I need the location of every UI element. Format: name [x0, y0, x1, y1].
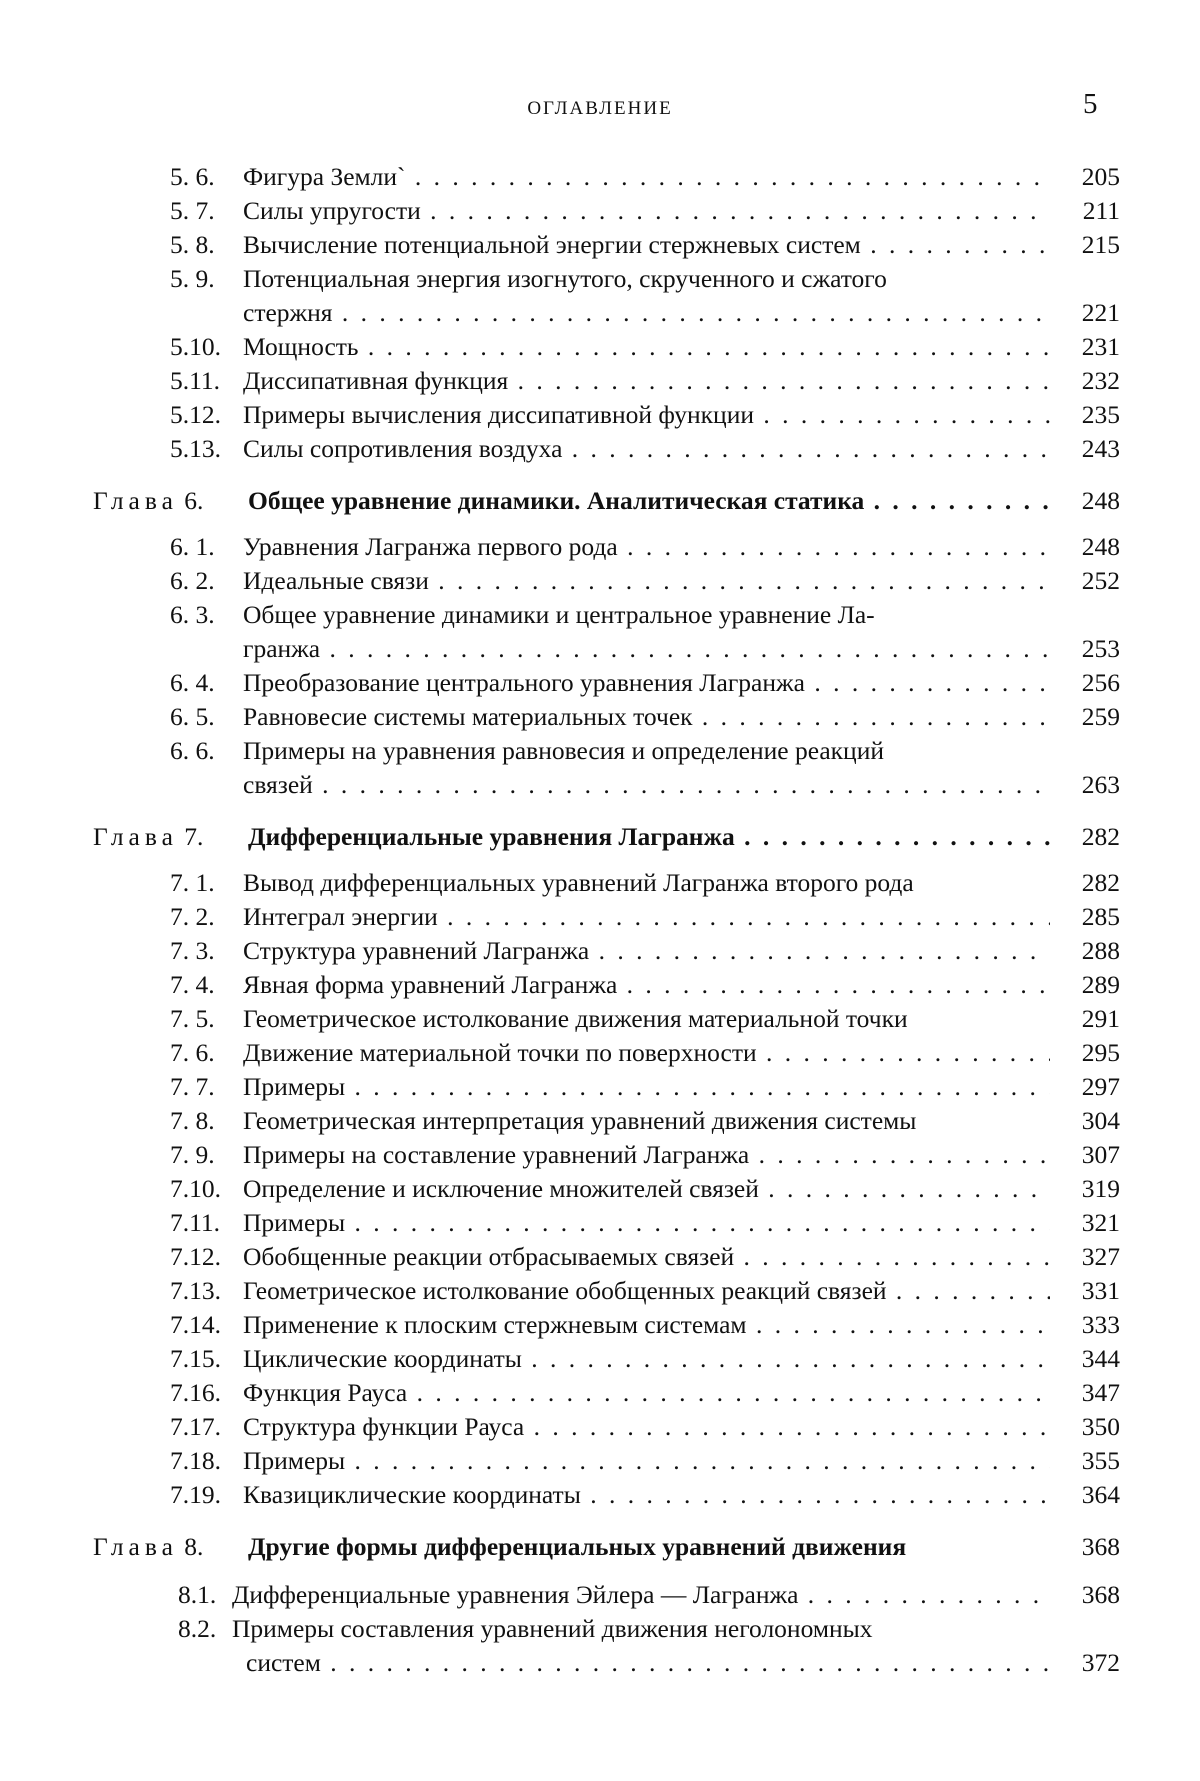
- section-title: Обобщенные реакции отбрасываемых связей . . .: [243, 1240, 1050, 1274]
- section-number: 7.14.: [170, 1310, 221, 1339]
- section-title: Примеры . . .: [243, 1070, 1050, 1104]
- section-number: 7. 7.: [170, 1072, 215, 1101]
- section-title: Применение к плоским стержневым системам . . .: [243, 1308, 1050, 1342]
- section-title: Вычисление потенциальной энергии стержневых систем . . .: [243, 228, 1050, 262]
- section-title: Примеры . . .: [243, 1444, 1050, 1478]
- section-title: Силы сопротивления воздуха . . .: [243, 432, 1050, 466]
- section-page: 231: [1081, 332, 1120, 361]
- section-title: Примеры . . .: [243, 1206, 1050, 1240]
- section-page: 235: [1081, 400, 1120, 429]
- section-page: 331: [1081, 1276, 1120, 1305]
- section-page: 288: [1081, 936, 1120, 965]
- section-title: Силы упругости . . .: [243, 194, 1050, 228]
- section-number: 6. 5.: [170, 702, 215, 731]
- chapter-title: Дифференциальные уравнения Лагранжа . . .: [248, 820, 1055, 854]
- section-number: 8.1.: [178, 1580, 217, 1609]
- section-title-continuation: стержня . . .: [243, 296, 1050, 330]
- chapter-title: Другие формы дифференциальных уравнений движения: [248, 1532, 907, 1561]
- section-number: 5.12.: [170, 400, 221, 429]
- section-title: Вывод дифференциальных уравнений Лагранжа второго рода: [243, 868, 914, 897]
- section-title: Определение и исключение множителей связей . . .: [243, 1172, 1050, 1206]
- section-number: 8.2.: [178, 1614, 217, 1643]
- section-page: 350: [1081, 1412, 1120, 1441]
- section-number: 7.15.: [170, 1344, 221, 1373]
- section-title: Движение материальной точки по поверхности . . .: [243, 1036, 1050, 1070]
- section-title: Циклические координаты . . .: [243, 1342, 1050, 1376]
- section-number: 6. 2.: [170, 566, 215, 595]
- section-page: 289: [1081, 970, 1120, 999]
- chapter-lead: [93, 484, 203, 518]
- section-number: 7.10.: [170, 1174, 221, 1203]
- section-number: 7. 9.: [170, 1140, 215, 1169]
- section-title: Диссипативная функция . . .: [243, 364, 1050, 398]
- section-number: 5. 8.: [170, 230, 215, 259]
- chapter-word: Глава: [93, 486, 178, 515]
- section-page: 355: [1081, 1446, 1120, 1475]
- section-page: 304: [1081, 1106, 1120, 1135]
- section-number: 6. 6.: [170, 736, 215, 765]
- section-title: Общее уравнение динамики и центральное уравнение Ла-: [243, 600, 875, 629]
- section-page: 243: [1081, 434, 1120, 463]
- section-title: Структура функции Рауса . . .: [243, 1410, 1050, 1444]
- section-number: 7. 3.: [170, 936, 215, 965]
- section-page: 253: [1081, 634, 1120, 663]
- section-title: Мощность . . .: [243, 330, 1050, 364]
- section-title: Примеры на составление уравнений Лагранжа . . .: [243, 1138, 1050, 1172]
- page-number: 5: [1083, 88, 1098, 120]
- section-page: 215: [1081, 230, 1120, 259]
- section-page: 263: [1081, 770, 1120, 799]
- section-number: 7.11.: [170, 1208, 221, 1237]
- chapter-number: 8.: [184, 1532, 204, 1561]
- section-page: 259: [1081, 702, 1120, 731]
- running-title: ОГЛАВЛЕНИЕ: [527, 98, 673, 119]
- section-title: Явная форма уравнений Лагранжа . . .: [243, 968, 1050, 1002]
- section-page: 248: [1081, 532, 1120, 561]
- section-number: 7.19.: [170, 1480, 221, 1509]
- section-title: Примеры вычисления диссипативной функции . . .: [243, 398, 1050, 432]
- section-page: 327: [1081, 1242, 1120, 1271]
- chapter-title: Общее уравнение динамики. Аналитическая статика . . .: [248, 484, 1055, 518]
- section-title: Дифференциальные уравнения Эйлера — Лагранжа . . .: [232, 1578, 1050, 1612]
- chapter-page: 282: [1081, 822, 1120, 851]
- section-title: Интеграл энергии . . .: [243, 900, 1050, 934]
- section-title-continuation: систем . . .: [246, 1646, 1050, 1680]
- section-page: 221: [1081, 298, 1120, 327]
- section-number: 7. 2.: [170, 902, 215, 931]
- section-number: 7.16.: [170, 1378, 221, 1407]
- section-number: 5. 6.: [170, 162, 215, 191]
- section-page: 232: [1081, 366, 1120, 395]
- section-page: 321: [1081, 1208, 1120, 1237]
- section-page: 291: [1081, 1004, 1120, 1033]
- section-page: 372: [1081, 1648, 1120, 1677]
- section-page: 282: [1081, 868, 1120, 897]
- section-title: Квазициклические координаты . . .: [243, 1478, 1050, 1512]
- section-page: 297: [1081, 1072, 1120, 1101]
- section-number: 6. 3.: [170, 600, 215, 629]
- chapter-word: Глава: [93, 1532, 178, 1561]
- section-page: 285: [1081, 902, 1120, 931]
- section-number: 7. 1.: [170, 868, 215, 897]
- chapter-number: 7.: [184, 822, 204, 851]
- section-title-continuation: гранжа . . .: [243, 632, 1050, 666]
- section-title: Геометрическое истолкование обобщенных реакций связей . . .: [243, 1274, 1050, 1308]
- section-title: Геометрическое истолкование движения материальной точки: [243, 1004, 908, 1033]
- section-title: Идеальные связи . . .: [243, 564, 1050, 598]
- chapter-page: 248: [1081, 486, 1120, 515]
- section-page: 205: [1081, 162, 1120, 191]
- section-number: 5.13.: [170, 434, 221, 463]
- section-number: 5. 9.: [170, 264, 215, 293]
- section-title: Равновесие системы материальных точек . . .: [243, 700, 1050, 734]
- section-number: 7.17.: [170, 1412, 221, 1441]
- section-page: 368: [1081, 1580, 1120, 1609]
- section-title: Функция Рауса . . .: [243, 1376, 1050, 1410]
- section-number: 7.13.: [170, 1276, 221, 1305]
- section-title: Уравнения Лагранжа первого рода . . .: [243, 530, 1050, 564]
- section-number: 7.18.: [170, 1446, 221, 1475]
- section-number: 7. 5.: [170, 1004, 215, 1033]
- chapter-page: 368: [1081, 1532, 1120, 1561]
- section-number: 7.12.: [170, 1242, 221, 1271]
- chapter-word: Глава: [93, 822, 178, 851]
- chapter-lead: [93, 820, 203, 854]
- section-title: Геометрическая интерпретация уравнений движения системы: [243, 1106, 917, 1135]
- section-title: Потенциальная энергия изогнутого, скрученного и сжатого: [243, 264, 887, 293]
- section-number: 5.10.: [170, 332, 221, 361]
- section-page: 256: [1081, 668, 1120, 697]
- section-title: Примеры составления уравнений движения неголономных: [232, 1614, 873, 1643]
- section-title: Фигура Земли` . . .: [243, 160, 1050, 194]
- section-page: 211: [1082, 196, 1120, 225]
- section-page: 252: [1081, 566, 1120, 595]
- section-title-continuation: связей . . .: [243, 768, 1050, 802]
- section-page: 347: [1081, 1378, 1120, 1407]
- section-title: Примеры на уравнения равновесия и определение реакций: [243, 736, 884, 765]
- chapter-lead: [93, 1530, 203, 1564]
- section-number: 7. 8.: [170, 1106, 215, 1135]
- section-title: Структура уравнений Лагранжа . . .: [243, 934, 1050, 968]
- section-title: Преобразование центрального уравнения Лагранжа . . .: [243, 666, 1050, 700]
- section-number: 5. 7.: [170, 196, 215, 225]
- section-number: 6. 4.: [170, 668, 215, 697]
- section-page: 319: [1081, 1174, 1120, 1203]
- section-page: 364: [1081, 1480, 1120, 1509]
- section-page: 344: [1081, 1344, 1120, 1373]
- section-page: 333: [1081, 1310, 1120, 1339]
- section-number: 7. 6.: [170, 1038, 215, 1067]
- chapter-number: 6.: [184, 486, 204, 515]
- section-number: 6. 1.: [170, 532, 215, 561]
- section-number: 5.11.: [170, 366, 221, 395]
- section-page: 307: [1081, 1140, 1120, 1169]
- section-page: 295: [1081, 1038, 1120, 1067]
- section-number: 7. 4.: [170, 970, 215, 999]
